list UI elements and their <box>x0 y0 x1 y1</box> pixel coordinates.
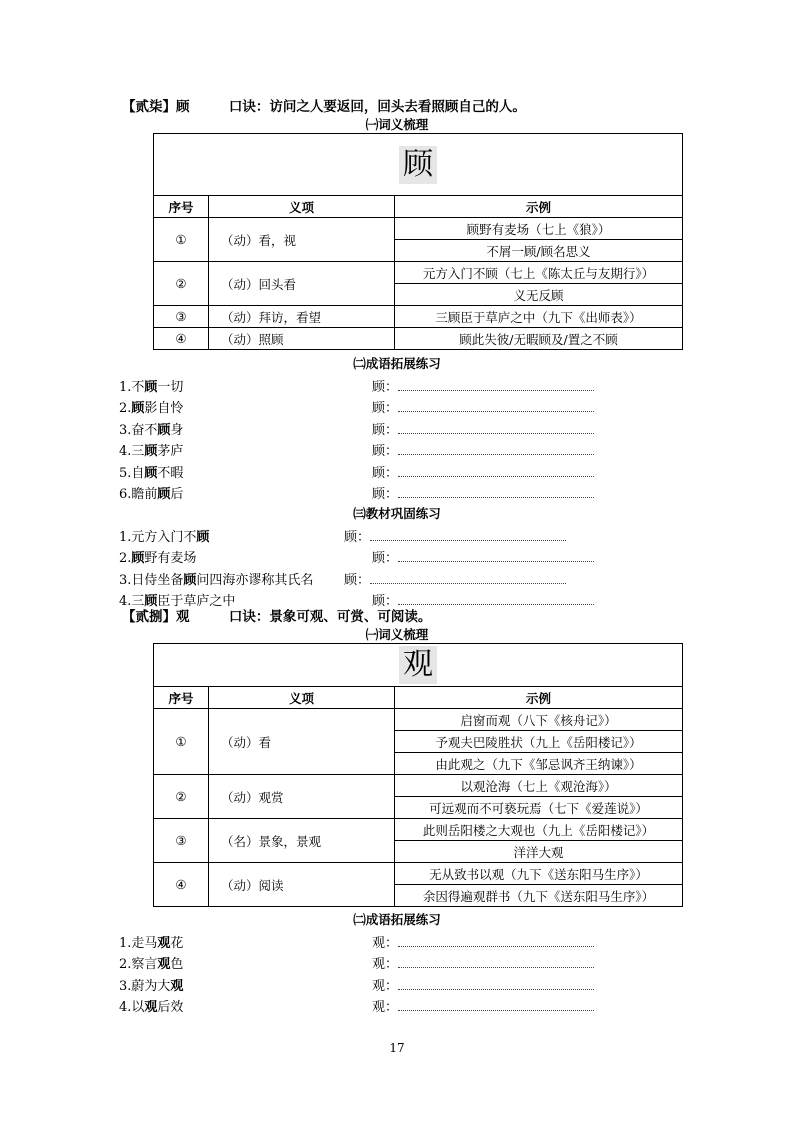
idiom-answer-line[interactable]: 顾： <box>372 462 594 481</box>
idiom-item: 4.三顾茅庐 <box>119 444 184 459</box>
col-header-num: 序号 <box>154 687 209 709</box>
col-header-meaning: 义项 <box>209 687 395 709</box>
idiom-item: 1.走马观花 <box>119 936 184 951</box>
sense-num: ④ <box>154 863 209 907</box>
col-header-num: 序号 <box>154 196 209 218</box>
sense-example: 不屑一顾/顾名思义 <box>395 240 683 262</box>
sense-example: 洋洋大观 <box>395 841 683 863</box>
sense-meaning: （动）照顾 <box>209 328 395 350</box>
idiom-item: 6.瞻前顾后 <box>119 487 184 502</box>
idiom-answer-line[interactable]: 观： <box>372 996 594 1015</box>
sense-meaning: （动）阅读 <box>209 863 395 907</box>
page-number: 17 <box>389 1041 405 1055</box>
idiom-item: 2.顾影自怜 <box>119 401 184 416</box>
idiom-item: 2.察言观色 <box>119 957 184 972</box>
textbook-item: 1.元方入门不顾 <box>119 530 210 545</box>
sense-example: 元方入门不顾（七上《陈太丘与友期行》） <box>395 262 683 284</box>
idiom-item: 5.自顾不暇 <box>119 466 184 481</box>
idiom-item: 3.蔚为大观 <box>119 979 184 994</box>
idiom-answer-line[interactable]: 观： <box>372 932 594 951</box>
idiom-answer-line[interactable]: 观： <box>372 953 594 972</box>
sense-example: 予观夫巴陵胜状（九上《岳阳楼记》） <box>395 731 683 753</box>
col-header-examples: 示例 <box>395 687 683 709</box>
entry2-heading <box>122 605 431 625</box>
idiom-answer-line[interactable]: 顾： <box>372 376 594 395</box>
textbook-item: 4.三顾臣于草庐之中 <box>119 594 236 609</box>
sense-example: 启窗而观（八下《核舟记》） <box>395 709 683 731</box>
sense-example: 三顾臣于草庐之中（九下《出师表》） <box>395 306 683 328</box>
entry2-character-cell <box>154 644 683 687</box>
sense-example: 顾野有麦场（七上《狼》） <box>395 218 683 240</box>
sense-meaning: （动）观赏 <box>209 775 395 819</box>
textbook-answer-line[interactable]: 顾： <box>372 590 594 609</box>
sense-num: ① <box>154 709 209 775</box>
textbook-answer-line[interactable]: 顾： <box>344 526 566 545</box>
entry1-character: 顾 <box>399 146 437 184</box>
entry2-section1-title: ㈠词义梳理 <box>365 627 429 642</box>
idiom-item: 1.不顾一切 <box>119 380 184 395</box>
idiom-answer-line[interactable]: 观： <box>372 975 594 994</box>
entry2-heading-tag: 【贰捌】观 <box>122 609 190 625</box>
sense-num: ③ <box>154 819 209 863</box>
entry1-section3-title: ㈢教材巩固练习 <box>353 506 441 521</box>
textbook-item: 2.顾野有麦场 <box>119 551 197 566</box>
sense-example: 义无反顾 <box>395 284 683 306</box>
sense-num: ④ <box>154 328 209 350</box>
entry1-section2-title: ㈡成语拓展练习 <box>353 356 441 371</box>
entry1-vocab-table <box>153 133 683 350</box>
entry1-character-cell <box>154 134 683 196</box>
sense-example: 余因得遍观群书（九下《送东阳马生序》） <box>395 885 683 907</box>
sense-example: 由此观之（九下《邹忌讽齐王纳谏》） <box>395 753 683 775</box>
idiom-answer-line[interactable]: 顾： <box>372 440 594 459</box>
textbook-answer-line[interactable]: 顾： <box>372 547 594 566</box>
idiom-answer-line[interactable]: 顾： <box>372 397 594 416</box>
idiom-item: 4.以观后效 <box>119 1000 184 1015</box>
sense-example: 可远观而不可亵玩焉（七下《爱莲说》） <box>395 797 683 819</box>
entry1-mnemonic: 口诀：访问之人要返回，回头去看照顾自己的人。 <box>228 99 526 115</box>
col-header-examples: 示例 <box>395 196 683 218</box>
sense-meaning: （动）拜访，看望 <box>209 306 395 328</box>
sense-meaning: （动）看 <box>209 709 395 775</box>
sense-meaning: （动）回头看 <box>209 262 395 306</box>
entry2-character: 观 <box>399 646 437 684</box>
idiom-answer-line[interactable]: 顾： <box>372 483 594 502</box>
textbook-item: 3.日侍坐备顾问四海亦谬称其氏名 <box>119 573 314 588</box>
idiom-item: 3.奋不顾身 <box>119 423 184 438</box>
sense-example: 以观沧海（七上《观沧海》） <box>395 775 683 797</box>
entry1-heading <box>122 95 526 115</box>
entry1-heading-tag: 【贰柒】顾 <box>122 99 190 115</box>
entry2-mnemonic: 口诀：景象可观、可赏、可阅读。 <box>228 609 432 625</box>
sense-num: ② <box>154 775 209 819</box>
entry2-section2-title: ㈡成语拓展练习 <box>353 912 441 927</box>
sense-num: ① <box>154 218 209 262</box>
sense-example: 此则岳阳楼之大观也（九上《岳阳楼记》） <box>395 819 683 841</box>
sense-meaning: （动）看，视 <box>209 218 395 262</box>
entry2-vocab-table <box>153 643 683 907</box>
sense-example: 顾此失彼/无暇顾及/置之不顾 <box>395 328 683 350</box>
sense-num: ② <box>154 262 209 306</box>
idiom-answer-line[interactable]: 顾： <box>372 419 594 438</box>
textbook-answer-line[interactable]: 顾： <box>344 569 566 588</box>
entry1-section1-title: ㈠词义梳理 <box>365 117 429 132</box>
sense-num: ③ <box>154 306 209 328</box>
col-header-meaning: 义项 <box>209 196 395 218</box>
sense-meaning: （名）景象，景观 <box>209 819 395 863</box>
sense-example: 无从致书以观（九下《送东阳马生序》） <box>395 863 683 885</box>
